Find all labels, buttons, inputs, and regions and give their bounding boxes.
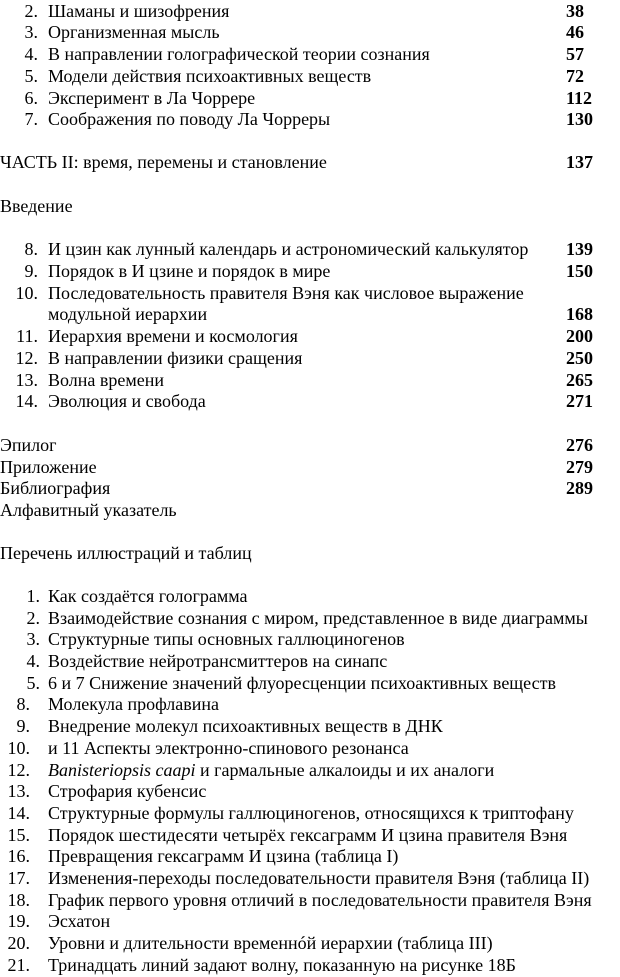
entry-title-rest: и гармальные алкалоиды и их аналоги [195,760,495,780]
entry-number: 20. [7,933,30,953]
entry-title: Превращения гексаграмм И цзина (таблица I) [48,846,399,866]
entry-title: Порядок в И цзине и порядок в мире [48,261,331,281]
entry-title: Взаимодействие сознания с миром, представленное в виде диаграммы [48,608,588,628]
entry-number: 7. [24,109,38,129]
entry-number: 8. [16,694,30,714]
entry-title: Организменная мысль [48,22,220,42]
entry-number: 19. [7,911,30,931]
toc-entry-page [0,303,620,325]
entry-title-italic: Banisteriopsis caapi [48,760,196,780]
entry-title: Структурные типы основных галлюциногенов [48,629,405,649]
entry-page-number: 276 [566,435,593,455]
entry-title: Тринадцать линий задают волну, показанную на рисунке 18Б [48,955,516,975]
entry-title: Уровни и длительности временнóй иерархии (таблица III) [48,933,493,953]
entry-number: 11. [16,326,38,346]
part-title: ЧАСТЬ II: время, перемены и становление [0,152,327,172]
entry-title: Эсхатон [48,911,111,931]
entry-title-continuation: модульной иерархии [48,304,208,324]
entry-page-number: 46 [566,22,584,42]
entry-number: 13. [15,370,38,390]
entry-number: 15. [7,825,30,845]
entry-number: 10. [7,738,30,758]
intro-title: Введение [0,196,73,216]
entry-page-number: 279 [566,457,593,477]
entry-number: 10. [15,283,38,303]
entry-title: Строфария кубенсис [48,781,207,801]
entry-page-number: 130 [566,109,593,129]
entry-title: Эксперимент в Ла Чоррере [48,88,256,108]
entry-title: Порядок шестидесяти четырёх гексаграмм И цзина правителя Вэня [48,825,568,845]
entry-page-number: 38 [566,1,584,21]
entry-title: В направлении голографической теории сознания [48,44,430,64]
entry-number: 13. [7,781,30,801]
entry-page-number: 265 [566,370,593,390]
entry-title: Иерархия времени и космология [48,326,298,346]
entry-title: Соображения по поводу Ла Чорреры [48,109,331,129]
entry-title: Последовательность правителя Вэня как числовое выражение [48,283,524,303]
entry-title: Шаманы и шизофрения [48,1,230,21]
entry-page-number: 200 [566,326,593,346]
entry-page-number: 72 [566,66,584,86]
entry-title: Волна времени [48,370,165,390]
entry-title: Структурные формулы галлюциногенов, относящихся к триптофану [48,803,574,823]
entry-number: 12. [7,760,30,780]
entry-number: 14. [7,803,30,823]
entry-title: Эволюция и свобода [48,391,206,411]
entry-number: 2. [24,1,38,21]
entry-number: 9. [16,716,30,736]
entry-title: В направлении физики сращения [48,348,303,368]
entry-title: Библиография [0,478,111,498]
entry-page-number: 139 [566,239,593,259]
entry-title: Изменения-переходы последовательности правителя Вэня (таблица II) [48,868,590,888]
entry-page-number: 250 [566,348,593,368]
entry-number: 1. [26,586,40,606]
entry-number: 5. [24,66,38,86]
illustrations-title: Перечень иллюстраций и таблиц [0,543,252,563]
entry-title: 6 и 7 Снижение значений флуоресценции психоактивных веществ [48,673,556,693]
entry-title: Модели действия психоактивных веществ [48,66,372,86]
entry-page-number: 168 [566,304,593,324]
entry-number: 17. [7,868,30,888]
entry-title: Как создаётся голограмма [48,586,248,606]
entry-title: Приложение [0,457,97,477]
entry-title: Молекула профлавина [48,694,220,714]
entry-page-number: 57 [566,44,584,64]
entry-title: Алфавитный указатель [0,500,177,520]
entry-page-number: 289 [566,478,593,498]
entry-title: Внедрение молекул психоактивных веществ в ДНК [48,716,443,736]
entry-number: 2. [26,608,40,628]
entry-number: 4. [26,651,40,671]
entry-number: 4. [24,44,38,64]
entry-number: 3. [26,629,40,649]
entry-page-number: 112 [566,88,593,108]
entry-title: Эпилог [0,435,57,455]
entry-number: 6. [24,88,38,108]
entry-number: 18. [7,890,30,910]
entry-number: 14. [15,391,38,411]
entry-number: 12. [15,348,38,368]
entry-page-number: 271 [566,391,593,411]
entry-number: 8. [24,239,38,259]
part-page-number: 137 [566,152,593,172]
entry-number: 9. [24,261,38,281]
entry-page-number: 150 [566,261,593,281]
entry-title: График первого уровня отличий в последовательности правителя Вэня [48,890,592,910]
entry-number: 21. [7,955,30,975]
entry-number: 16. [7,846,30,866]
entry-number: 3. [24,22,38,42]
entry-number: 5. [26,673,40,693]
entry-title: и 11 Аспекты электронно-спинового резонанса [48,738,409,758]
entry-title: И цзин как лунный календарь и астрономический калькулятор [48,239,529,259]
entry-title: Воздействие нейротрансмиттеров на синапс [48,651,388,671]
entry-title [48,759,494,781]
